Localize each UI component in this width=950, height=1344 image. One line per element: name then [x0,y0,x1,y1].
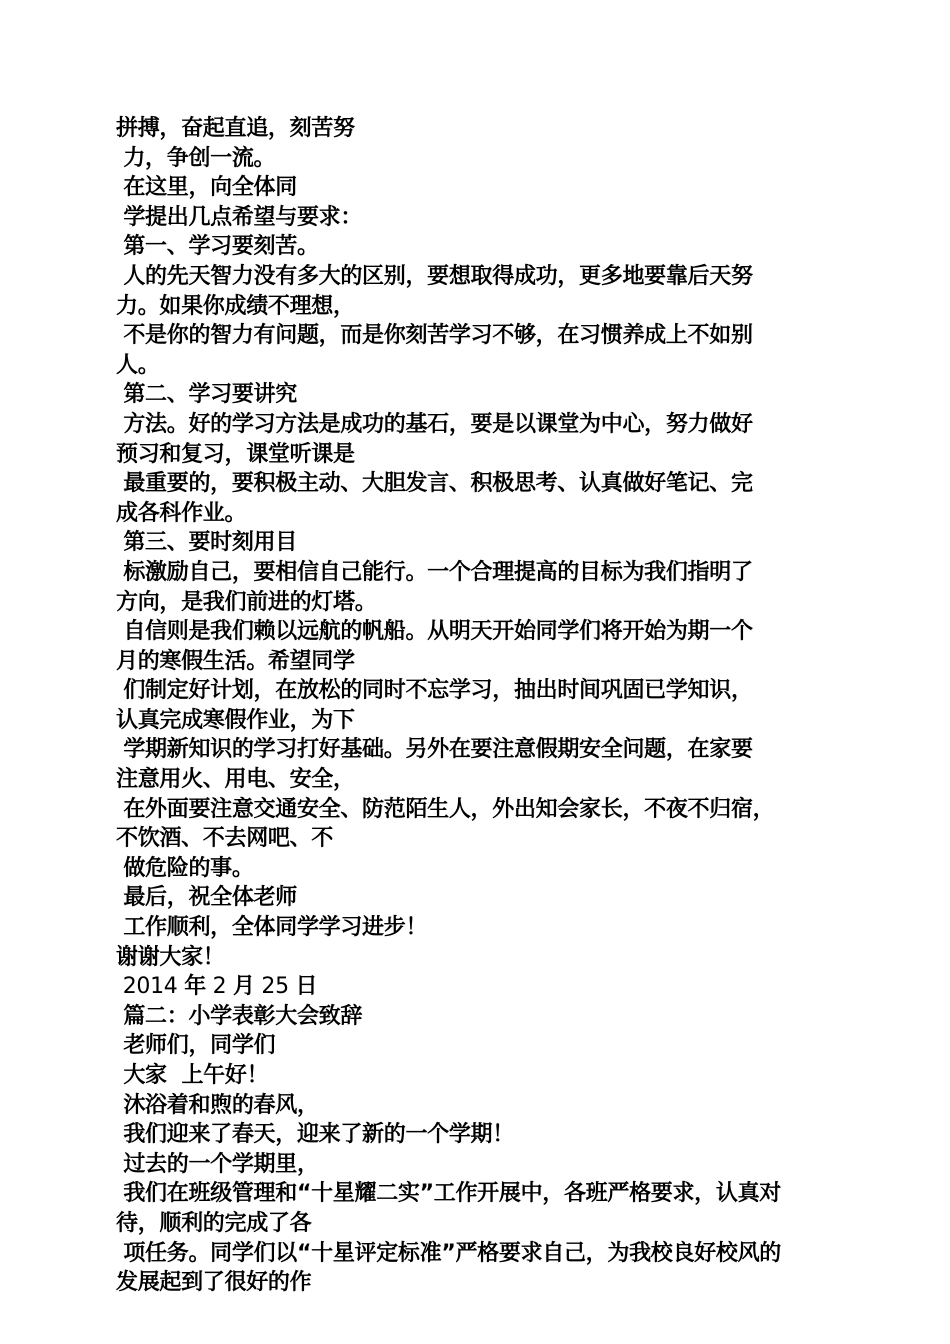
text-line: 在外面要注意交通安全、防范陌生人，外出知会家长，不夜不归宿， [116,796,775,822]
text-line: 最重要的，要积极主动、大胆发言、积极思考、认真做好笔记、完 [116,471,753,497]
document-body [116,114,836,1298]
date-line [116,972,836,1002]
text-line: 力，争创一流。 [116,145,276,171]
text-line: 人的先天智力没有多大的区别，要想取得成功，更多地要靠后天努 [116,263,753,289]
text-line: 拼搏，奋起直追，刻苦努 [116,116,355,141]
text-line: 学期新知识的学习打好基础。另外在要注意假期安全问题，在家要 [116,737,753,763]
section-title: 篇二：小学表彰大会致辞 [116,1003,363,1029]
text-line: 大家 上午好！ [116,1063,269,1088]
date-year-unit: 年 [184,974,206,1000]
date-month-unit: 月 [233,974,255,1000]
section-heading: 第三、要时刻用目 [116,530,297,556]
text-line: 做危险的事。 [116,855,254,881]
date-year: 2014 [122,974,178,1000]
text-line: 沐浴着和煦的春风， [116,1092,319,1118]
text-line: 标激励自己，要相信自己能行。一个合理提高的目标为我们指明了 [116,559,753,585]
text-line: 过去的一个学期里， [116,1151,319,1177]
text-line: 待，顺利的完成了各 [116,1210,312,1236]
text-line: 发展起到了很好的作 [116,1270,312,1296]
text-line: 在这里，向全体同 [116,175,297,201]
text-line: 月的寒假生活。希望同学 [116,648,355,674]
text-line: 工作顺利，全体同学学习进步！ [116,915,428,941]
text-line: 方法。好的学习方法是成功的基石，要是以课堂为中心，努力做好 [116,411,753,437]
text-line: 预习和复习，课堂听课是 [116,441,355,467]
text-line: 们制定好计划，在放松的同时不忘学习，抽出时间巩固已学知识， [116,678,753,704]
text-line: 力。如果你成绩不理想， [116,293,355,319]
text-line: 我们迎来了春天，迎来了新的一个学期！ [116,1122,514,1148]
text-line: 方向，是我们前进的灯塔。 [116,589,377,615]
text-line: 自信则是我们赖以远航的帆船。从明天开始同学们将开始为期一个 [116,619,753,645]
section-heading: 第一、学习要刻苦。 [116,234,319,260]
date-day-unit: 日 [295,974,318,1000]
text-line: 认真完成寒假作业，为下 [116,707,355,733]
text-line: 老师们，同学们 [116,1033,276,1059]
closing-line: 谢谢大家！ [116,944,225,970]
date-month: 2 [212,974,227,1000]
text-line: 人。 [116,352,160,378]
text-line: 最后，祝全体老师 [116,885,297,911]
text-line: 不是你的智力有问题，而是你刻苦学习不够，在习惯养成上不如别 [116,323,753,349]
text-line: 不饮酒、不去网吧、不 [116,826,334,852]
text-line: 成各科作业。 [116,500,247,526]
date-day: 25 [261,974,289,1000]
text-line: 我们在班级管理和“十星耀二实”工作开展中，各班严格要求，认真对 [116,1181,781,1207]
text-line: 项任务。同学们以“十星评定标准”严格要求自己，为我校良好校风的 [116,1240,781,1266]
section-heading: 第二、学习要讲究 [116,382,297,408]
text-line: 学提出几点希望与要求： [116,204,363,230]
text-line: 注意用火、用电、安全， [116,767,355,793]
